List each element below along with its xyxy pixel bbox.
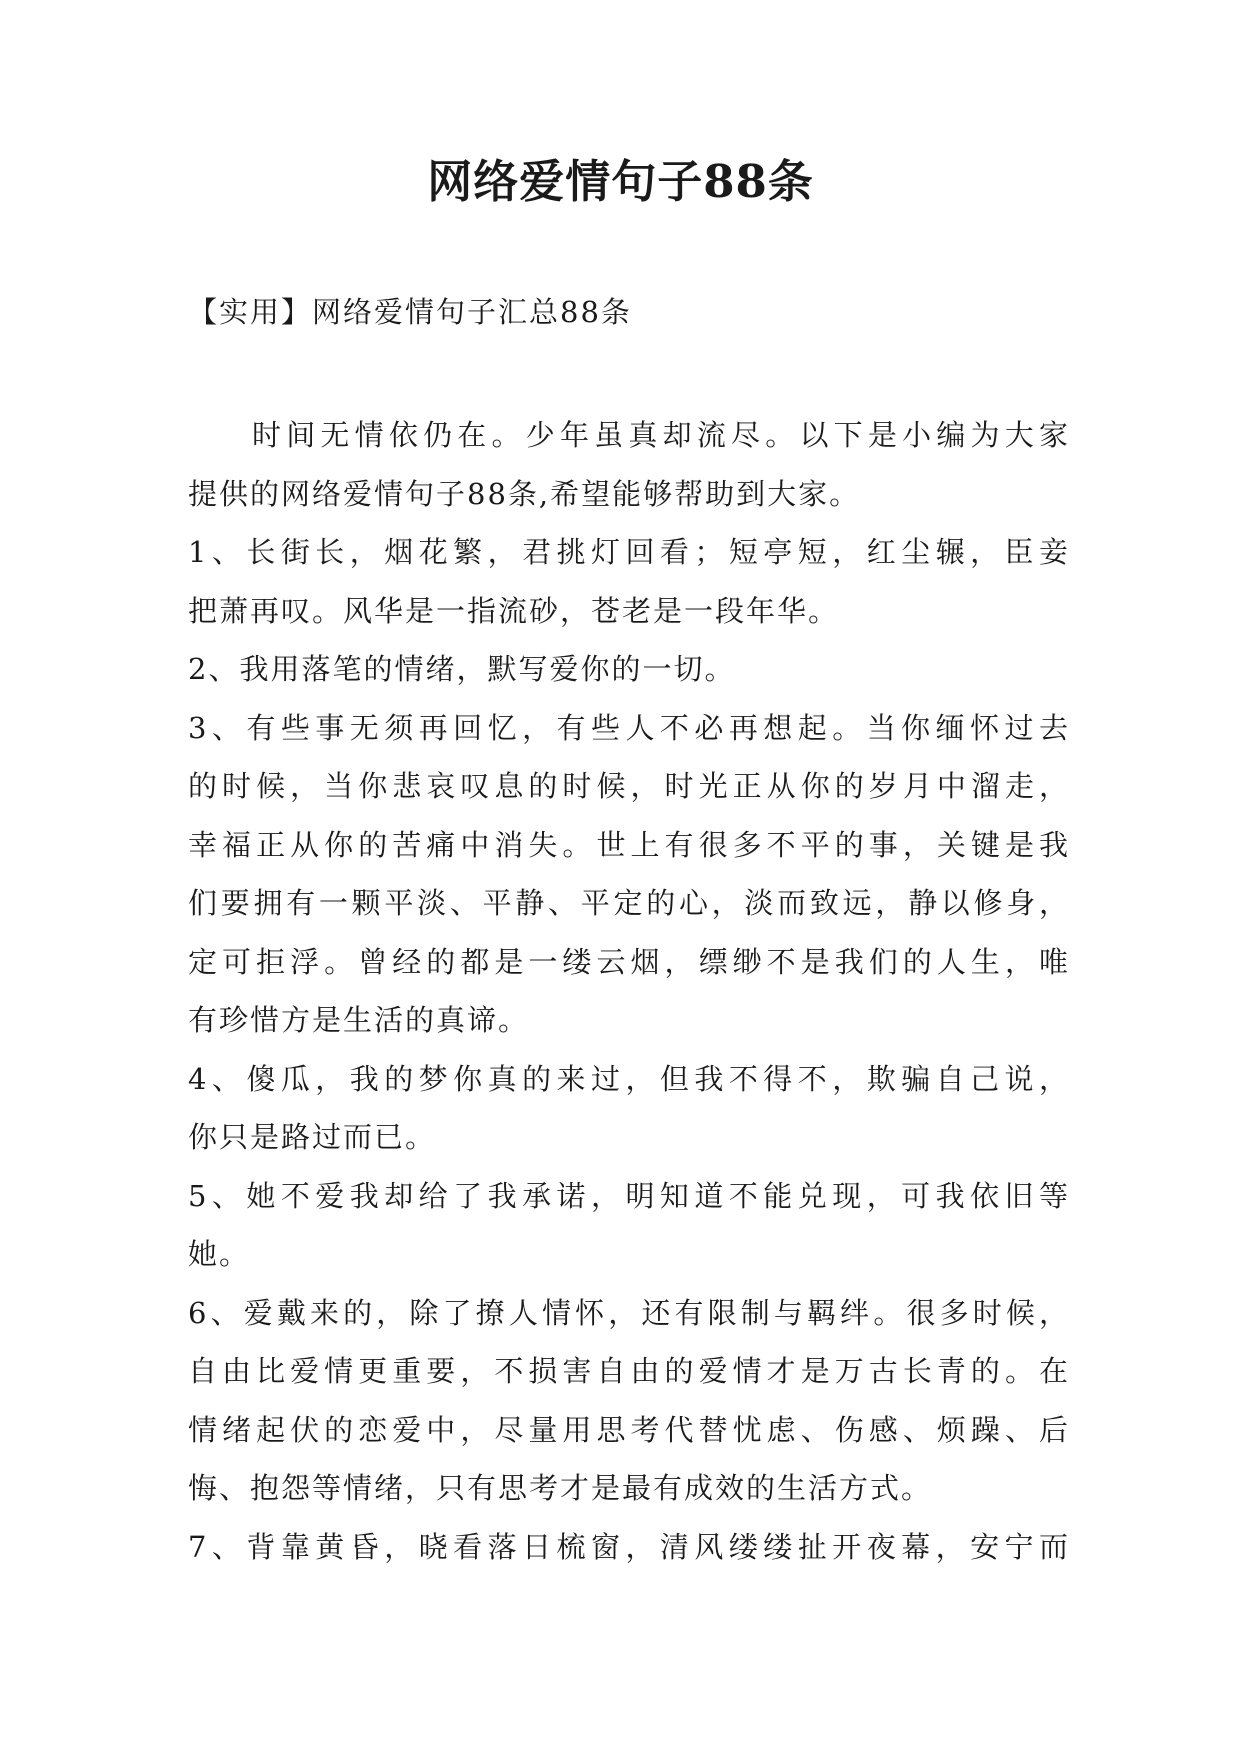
paragraph-line: 1、长街长，烟花繁，君挑灯回看；短亭短，红尘辗，臣妾 bbox=[188, 535, 1068, 569]
paragraph-line: 有珍惜方是生活的真谛。 bbox=[188, 1003, 530, 1037]
paragraph-line: 自由比爱情更重要，不损害自由的爱情才是万古长青的。在 bbox=[188, 1354, 1068, 1388]
document-body bbox=[188, 406, 1068, 1576]
paragraph-line: 幸福正从你的苦痛中消失。世上有很多不平的事，关键是我 bbox=[188, 827, 1068, 862]
paragraph-line: 情绪起伏的恋爱中，尽量用思考代替忧虑、伤感、烦躁、后 bbox=[188, 1412, 1068, 1447]
document-title: 网络爱情句子88条 bbox=[427, 155, 814, 208]
paragraph-line: 5、她不爱我却给了我承诺，明知道不能兑现，可我依旧等 bbox=[188, 1178, 1068, 1213]
paragraph-line: 提供的网络爱情句子88条,希望能够帮助到大家。 bbox=[188, 476, 861, 511]
paragraph-line: 悔、抱怨等情绪，只有思考才是最有成效的生活方式。 bbox=[188, 1471, 933, 1505]
paragraph-line: 的时候，当你悲哀叹息的时候，时光正从你的岁月中溜走， bbox=[188, 769, 1068, 803]
paragraph-line: 们要拥有一颗平淡、平静、平定的心，淡而致远，静以修身， bbox=[188, 886, 1068, 920]
paragraph-line: 时间无情依仍在。少年虽真却流尽。以下是小编为大家 bbox=[252, 418, 1068, 452]
paragraph-line: 6、爱戴来的，除了撩人情怀，还有限制与羁绊。很多时候， bbox=[188, 1295, 1068, 1330]
paragraph-line: 你只是路过而已。 bbox=[188, 1120, 437, 1154]
paragraph-line: 她。 bbox=[188, 1237, 251, 1271]
paragraph-line: 7、背靠黄昏，晓看落日梳窗，清风缕缕扯开夜幕，安宁而 bbox=[188, 1529, 1068, 1564]
document-subtitle: 【实用】网络爱情句子汇总88条 bbox=[188, 295, 632, 329]
paragraph-line: 2、我用落笔的情绪，默写爱你的一切。 bbox=[188, 652, 736, 686]
paragraph-line: 3、有些事无须再回忆，有些人不必再想起。当你缅怀过去 bbox=[188, 710, 1068, 745]
paragraph-line: 定可拒浮。曾经的都是一缕云烟，缥缈不是我们的人生，唯 bbox=[188, 944, 1068, 979]
paragraph-line: 把萧再叹。风华是一指流砂，苍老是一段年华。 bbox=[188, 593, 840, 628]
paragraph-line: 4、傻瓜，我的梦你真的来过，但我不得不，欺骗自己说， bbox=[188, 1061, 1068, 1096]
